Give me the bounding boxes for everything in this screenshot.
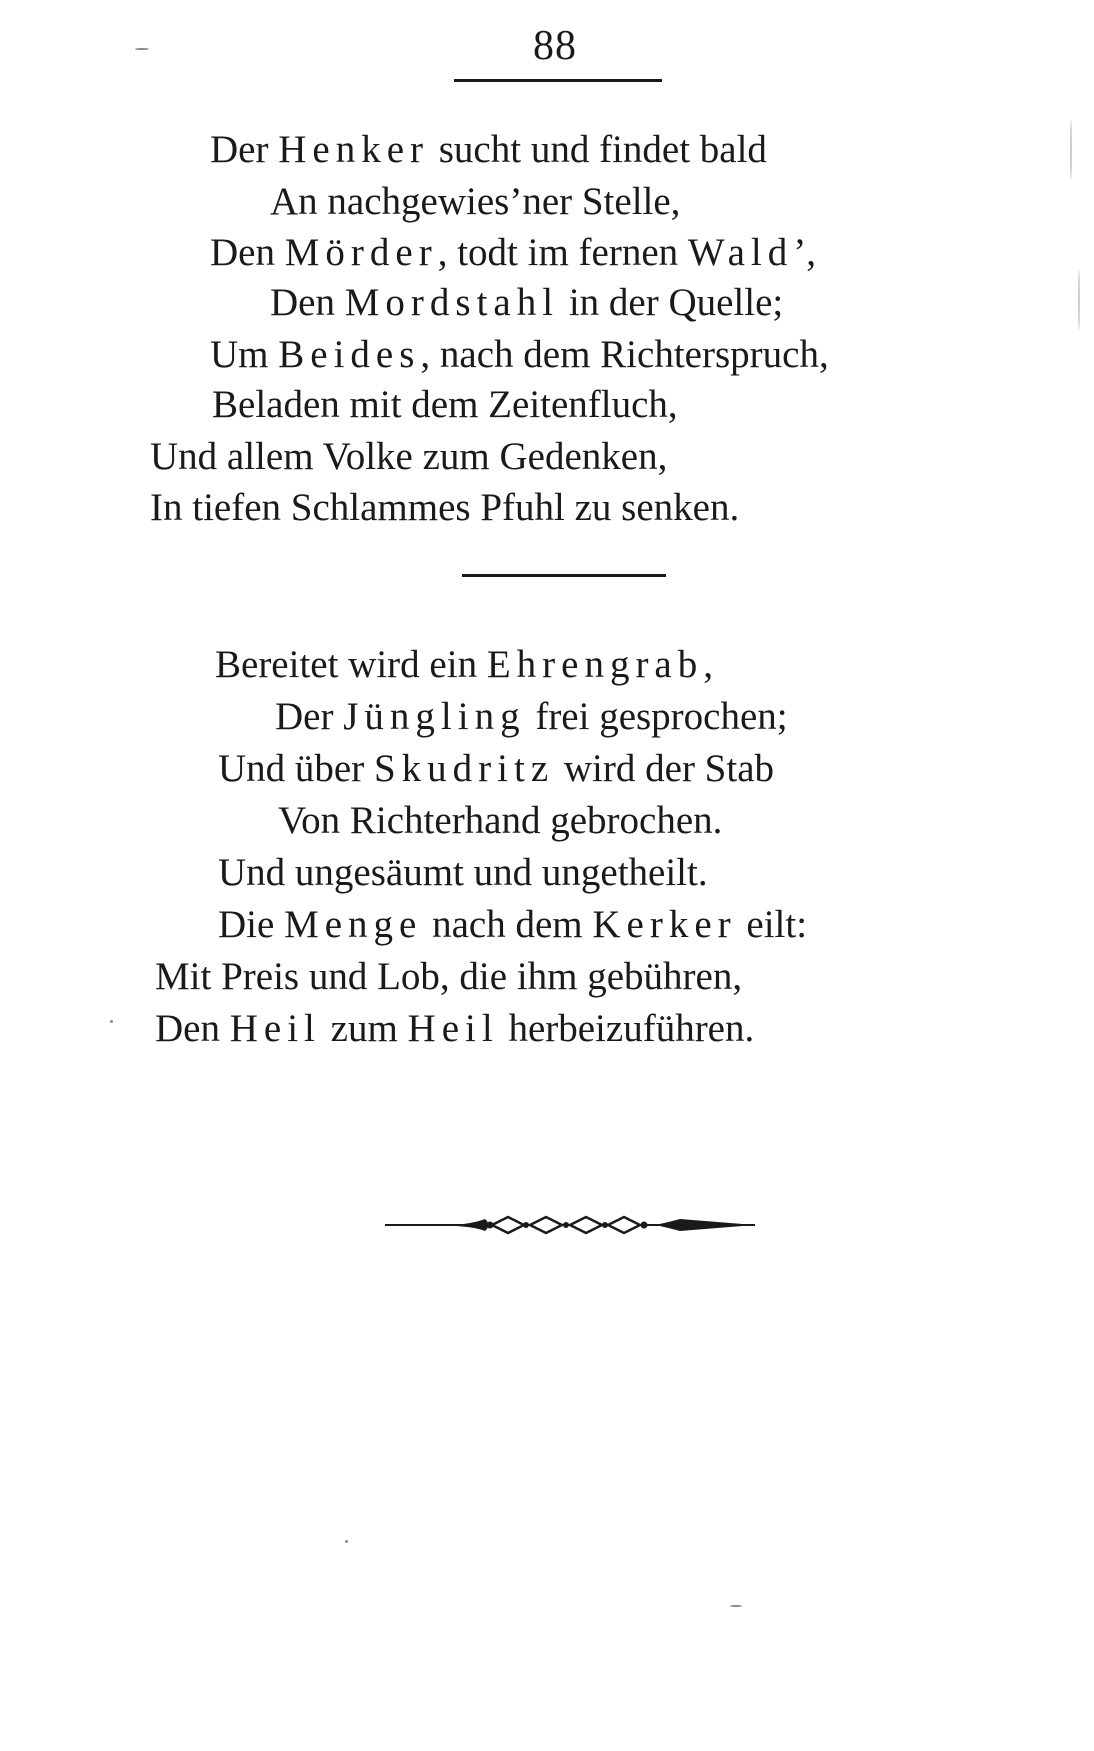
verse-line <box>218 744 774 794</box>
header-rule <box>454 79 662 82</box>
verse-line <box>150 432 667 482</box>
verse-text: Die <box>218 903 285 946</box>
spaced-name: Jüngling <box>343 695 526 738</box>
verse-text: Und ungesäumt und ungetheilt. <box>218 851 708 894</box>
verse-text: Von Richterhand gebrochen. <box>278 799 723 842</box>
verse-text: herbeizuführen. <box>498 1007 755 1050</box>
verse-line <box>218 900 807 950</box>
spaced-name: Kerker <box>592 903 737 946</box>
verse-text: Beladen mit dem Zeitenfluch, <box>212 383 678 426</box>
paper-speck <box>1070 120 1072 180</box>
verse-line <box>210 228 816 278</box>
verse-text: Mit Preis und Lob, die ihm gebühren, <box>155 955 743 998</box>
verse-line <box>270 278 783 328</box>
verse-line <box>278 796 722 846</box>
spaced-name: Heil <box>407 1007 499 1050</box>
verse-line <box>210 125 767 175</box>
verse-text: nach dem <box>422 903 593 946</box>
paper-speck <box>730 1605 742 1607</box>
verse-text: wird der Stab <box>554 747 775 790</box>
spaced-name: Mordstahl <box>344 281 560 324</box>
paper-speck <box>110 1020 113 1023</box>
verse-line <box>150 483 739 533</box>
paper-speck <box>135 48 149 50</box>
verse-text: , nach dem Richterspruch, <box>420 333 829 376</box>
verse-line <box>215 640 713 690</box>
verse-text: , todt im fernen <box>437 231 688 274</box>
verse-line <box>275 692 788 742</box>
spaced-name: Henker <box>278 128 429 171</box>
verse-text: sucht und findet bald <box>429 128 767 171</box>
spaced-name: Skudritz <box>373 747 555 790</box>
page-number: 88 <box>533 23 577 69</box>
verse-text: eilt: <box>736 903 808 946</box>
verse-line <box>212 380 678 430</box>
verse-line <box>155 952 742 1002</box>
verse-text: Um <box>210 333 279 376</box>
verse-line <box>218 848 708 898</box>
verse-line <box>270 177 680 227</box>
verse-text: in der Quelle; <box>559 281 784 324</box>
verse-text: Den <box>155 1007 230 1050</box>
spaced-name: Mörder <box>284 231 438 274</box>
paper-speck <box>1078 270 1080 330</box>
verse-line <box>210 330 829 380</box>
verse-text: ’, <box>793 231 816 274</box>
verse-text: frei gesprochen; <box>525 695 788 738</box>
spaced-name: Ehrengrab <box>486 643 704 686</box>
spaced-name: Beides <box>278 333 421 376</box>
verse-text: Und über <box>218 747 374 790</box>
verse-text: zum <box>320 1007 408 1050</box>
section-divider <box>462 574 666 577</box>
verse-text: An nachgewies’ner Stelle, <box>270 180 681 223</box>
verse-text: Den <box>270 281 345 324</box>
verse-text: In tiefen Schlammes Pfuhl zu senken. <box>150 486 740 529</box>
verse-text: Bereitet wird ein <box>215 643 487 686</box>
paper-speck <box>345 1540 348 1543</box>
verse-text: Den <box>210 231 285 274</box>
spaced-name: Wald <box>687 231 794 274</box>
spaced-name: Heil <box>229 1007 321 1050</box>
verse-text: Und allem Volke zum Gedenken, <box>150 435 668 478</box>
verse-text: Der <box>210 128 279 171</box>
verse-text: , <box>703 643 713 686</box>
spaced-name: Menge <box>284 903 423 946</box>
verse-text: Der <box>275 695 344 738</box>
end-flourish-icon <box>380 1205 760 1245</box>
verse-line <box>155 1004 754 1054</box>
